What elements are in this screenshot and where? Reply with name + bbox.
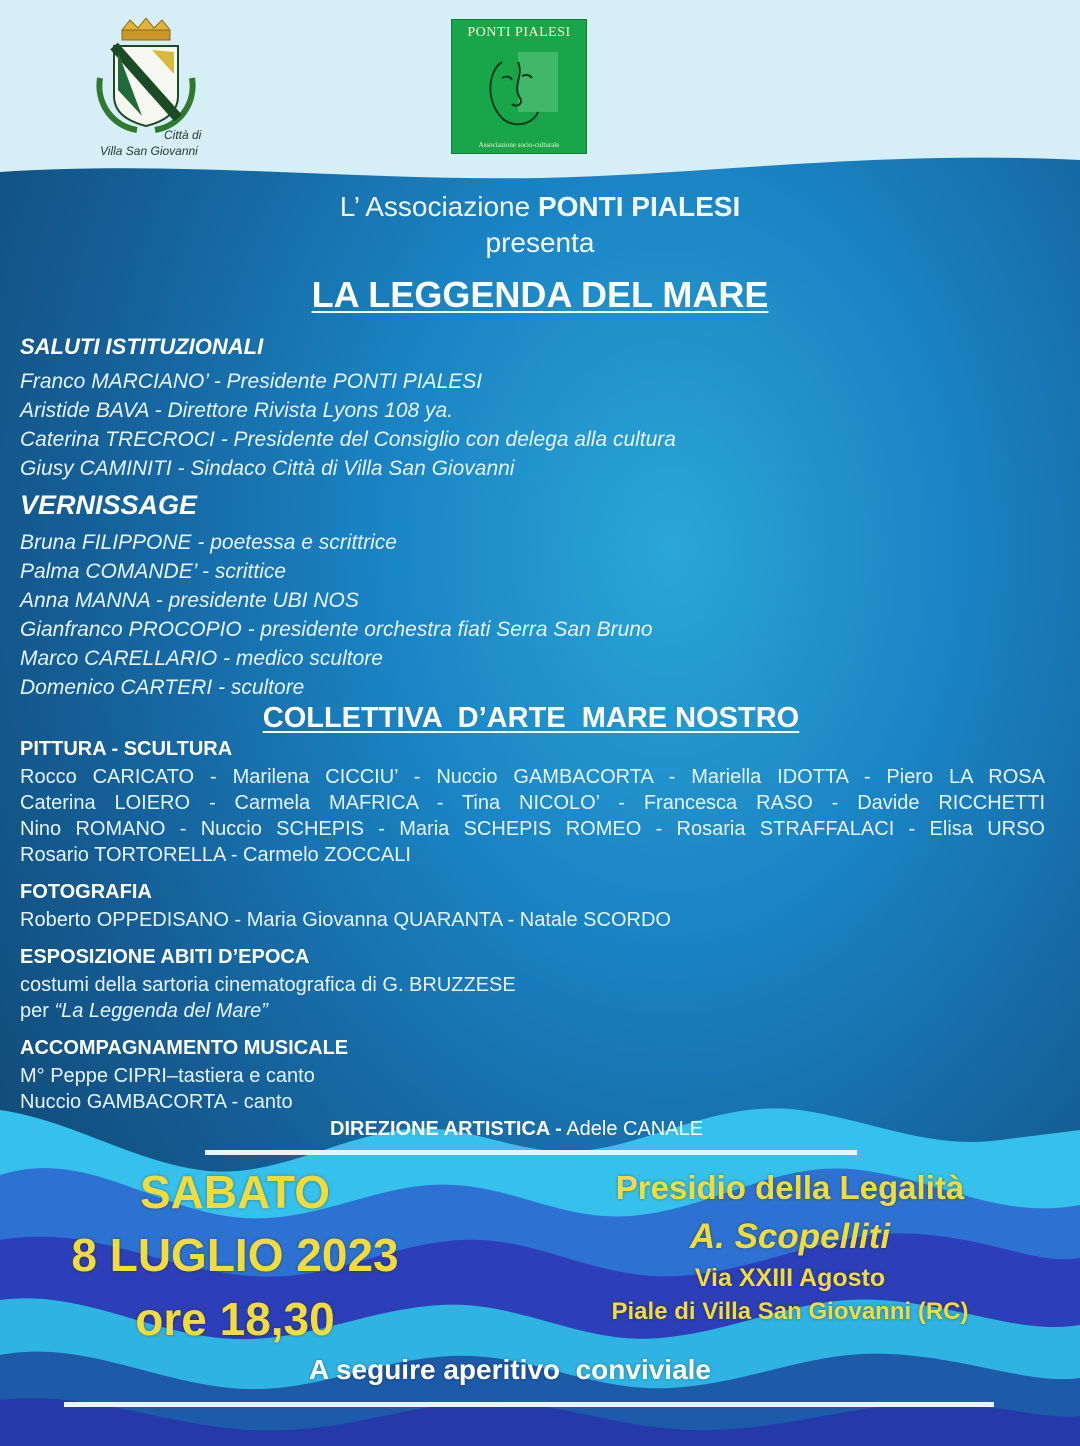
vernissage-item: Gianfranco PROCOPIO - presidente orchestra fiati Serra San Bruno (20, 618, 653, 641)
pittura-line: Nino ROMANO - Nuccio SCHEPIS - Maria SCHEPIS ROMEO - Rosaria STRAFFALACI - Elisa URSO (20, 818, 1045, 840)
direzione-name: Adele CANALE (566, 1118, 704, 1140)
vernissage-item: Marco CARELLARIO - medico scultore (20, 647, 383, 670)
venue-address: Via XXIII Agosto (694, 1264, 886, 1292)
abiti-line1: costumi della sartoria cinematografica di G. BRUZZESE (20, 974, 516, 996)
intro-line (0, 190, 1080, 224)
collettiva-title: COLLETTIVA D’ARTE MARE NOSTRO (262, 702, 800, 734)
vernissage-item: Bruna FILIPPONE - poetessa e scrittrice (20, 531, 397, 554)
presents-line: presenta (485, 227, 595, 258)
vernissage-list (20, 528, 653, 702)
vernissage-item: Domenico CARTERI - scultore (20, 676, 305, 699)
saluti-item: Franco MARCIANO’ - Presidente PONTI PIALESI (20, 370, 483, 393)
city-crest-logo (92, 18, 222, 163)
saluti-item: Caterina TRECROCI - Presidente del Consiglio con delega alla cultura (20, 428, 676, 451)
intro-prefix: L’ Associazione (339, 191, 531, 222)
saluti-list (20, 367, 676, 483)
saluti-item: Giusy CAMINITI - Sindaco Città di Villa San Giovanni (20, 457, 515, 480)
logo-subtitle: Associazione socio-culturale (478, 141, 560, 149)
fotografia-line: Roberto OPPEDISANO - Maria Giovanna QUARANTA - Natale SCORDO (20, 909, 671, 931)
face-sketch-icon (472, 42, 568, 138)
footer-note: A seguire aperitivo conviviale (308, 1354, 711, 1385)
musica-item: Nuccio GAMBACORTA - canto (20, 1091, 293, 1113)
venue-name: Presidio della Legalità (615, 1169, 965, 1206)
saluti-heading: SALUTI ISTITUZIONALI (20, 334, 264, 359)
event-date: 8 LUGLIO 2023 (71, 1229, 399, 1281)
musica-heading: ACCOMPAGNAMENTO MUSICALE (20, 1037, 349, 1059)
pittura-list (20, 764, 1045, 868)
vernissage-heading: VERNISSAGE (20, 490, 198, 520)
saluti-item: Aristide BAVA - Direttore Rivista Lyons 108 ya. (20, 399, 454, 422)
venue-person: A. Scopelliti (689, 1217, 891, 1256)
crest-icon (92, 18, 222, 136)
abiti-line2-title: “La Leggenda del Mare” (54, 1000, 268, 1022)
direzione-label: DIREZIONE ARTISTICA - (330, 1118, 562, 1140)
musica-list (20, 1063, 315, 1115)
ponti-pialesi-logo (451, 19, 587, 154)
direzione-line (330, 1118, 703, 1141)
intro-org: PONTI PIALESI (537, 191, 741, 222)
fotografia-heading: FOTOGRAFIA (20, 881, 152, 903)
event-title: LA LEGGENDA DEL MARE (311, 274, 769, 315)
musica-item: M° Peppe CIPRI–tastiera e canto (20, 1065, 315, 1087)
event-time: ore 18,30 (135, 1293, 335, 1345)
divider-bottom (64, 1402, 994, 1407)
abiti-heading: ESPOSIZIONE ABITI D’EPOCA (20, 946, 310, 968)
vernissage-item: Palma COMANDE’ - scrittice (20, 560, 287, 583)
crest-caption-line1: Città di (164, 128, 202, 142)
abiti-line2-prefix: per (20, 1000, 49, 1022)
abiti-line2 (20, 998, 268, 1024)
title-wrap (0, 274, 1080, 316)
crest-caption-line2: Villa San Giovanni (100, 144, 198, 158)
pittura-line: Caterina LOIERO - Carmela MAFRICA - Tina NICOLO’ - Francesca RASO - Davide RICCHETTI (20, 792, 1045, 814)
divider-top (205, 1150, 857, 1155)
vernissage-item: Anna MANNA - presidente UBI NOS (20, 589, 359, 612)
venue-town: Piale di Villa San Giovanni (RC) (611, 1298, 969, 1325)
pittura-line: Rosario TORTORELLA - Carmelo ZOCCALI (20, 844, 411, 866)
pittura-line: Rocco CARICATO - Marilena CICCIU’ - Nuccio GAMBACORTA - Mariella IDOTTA - Piero LA ROSA (20, 766, 1045, 788)
event-day: SABATO (140, 1166, 330, 1218)
logo-name: PONTI PIALESI (467, 25, 571, 40)
pittura-heading: PITTURA - SCULTURA (20, 738, 233, 760)
collettiva-title-wrap (0, 702, 1062, 735)
